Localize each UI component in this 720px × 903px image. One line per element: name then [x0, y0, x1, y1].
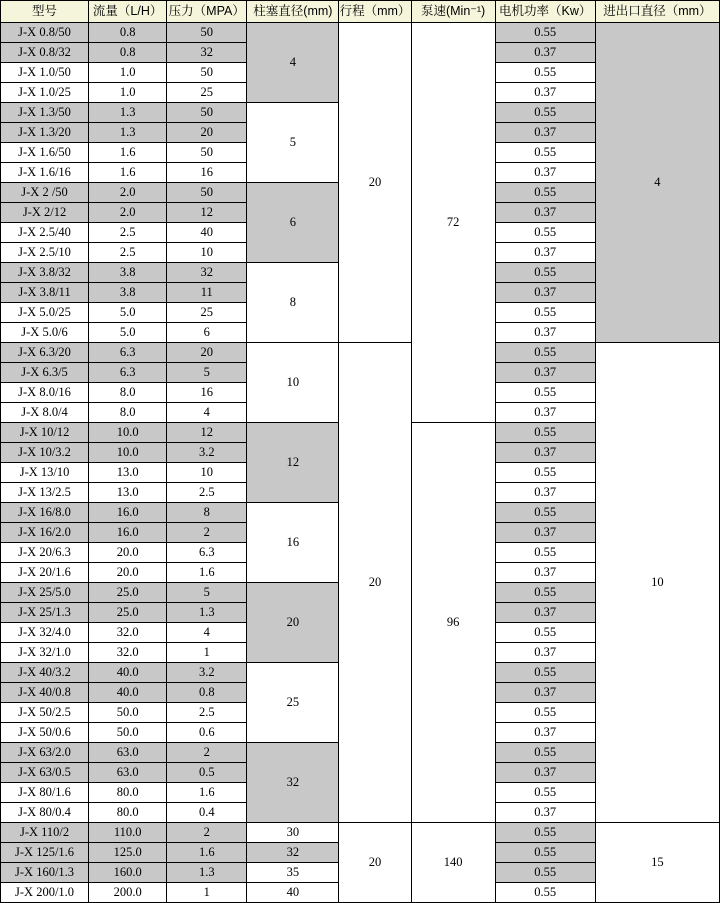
cell-motor-power: 0.55: [495, 843, 595, 863]
cell-flow: 1.3: [89, 103, 167, 123]
cell-model: J-X 25/1.3: [1, 603, 89, 623]
cell-pressure: 50: [167, 183, 247, 203]
cell-motor-power: 0.37: [495, 323, 595, 343]
cell-model: J-X 16/2.0: [1, 523, 89, 543]
cell-pressure: 2.5: [167, 483, 247, 503]
cell-flow: 160.0: [89, 863, 167, 883]
cell-motor-power: 0.55: [495, 383, 595, 403]
cell-pressure: 1.6: [167, 563, 247, 583]
cell-pressure: 16: [167, 383, 247, 403]
cell-model: J-X 8.0/16: [1, 383, 89, 403]
cell-pressure: 1: [167, 883, 247, 903]
cell-pressure: 32: [167, 43, 247, 63]
cell-model: J-X 6.3/5: [1, 363, 89, 383]
cell-flow: 3.8: [89, 263, 167, 283]
cell-pressure: 10: [167, 243, 247, 263]
cell-flow: 20.0: [89, 543, 167, 563]
cell-model: J-X 200/1.0: [1, 883, 89, 903]
cell-flow: 10.0: [89, 423, 167, 443]
cell-model: J-X 10/12: [1, 423, 89, 443]
cell-model: J-X 1.3/20: [1, 123, 89, 143]
cell-model: J-X 40/0.8: [1, 683, 89, 703]
cell-motor-power: 0.37: [495, 163, 595, 183]
cell-model: J-X 8.0/4: [1, 403, 89, 423]
cell-pressure: 1.6: [167, 783, 247, 803]
cell-piston-diameter: 16: [247, 503, 339, 583]
cell-piston-diameter: 32: [247, 743, 339, 823]
cell-pressure: 25: [167, 303, 247, 323]
cell-pump-speed: 96: [411, 423, 495, 823]
cell-model: J-X 80/0.4: [1, 803, 89, 823]
cell-pressure: 2: [167, 823, 247, 843]
cell-model: J-X 1.6/16: [1, 163, 89, 183]
cell-pressure: 3.2: [167, 443, 247, 463]
cell-model: J-X 16/8.0: [1, 503, 89, 523]
cell-motor-power: 0.37: [495, 403, 595, 423]
cell-model: J-X 13/10: [1, 463, 89, 483]
cell-motor-power: 0.55: [495, 183, 595, 203]
cell-flow: 20.0: [89, 563, 167, 583]
cell-pressure: 6: [167, 323, 247, 343]
cell-flow: 16.0: [89, 503, 167, 523]
cell-flow: 63.0: [89, 763, 167, 783]
cell-flow: 63.0: [89, 743, 167, 763]
cell-motor-power: 0.37: [495, 443, 595, 463]
cell-pressure: 0.4: [167, 803, 247, 823]
cell-pressure: 5: [167, 583, 247, 603]
cell-pressure: 6.3: [167, 543, 247, 563]
cell-motor-power: 0.55: [495, 423, 595, 443]
cell-flow: 25.0: [89, 603, 167, 623]
cell-pressure: 5: [167, 363, 247, 383]
cell-pressure: 11: [167, 283, 247, 303]
cell-model: J-X 63/0.5: [1, 763, 89, 783]
cell-motor-power: 0.55: [495, 103, 595, 123]
cell-pressure: 3.2: [167, 663, 247, 683]
cell-motor-power: 0.37: [495, 763, 595, 783]
cell-motor-power: 0.55: [495, 503, 595, 523]
cell-pressure: 40: [167, 223, 247, 243]
cell-flow: 80.0: [89, 783, 167, 803]
cell-motor-power: 0.55: [495, 743, 595, 763]
cell-flow: 8.0: [89, 383, 167, 403]
cell-flow: 125.0: [89, 843, 167, 863]
cell-pressure: 8: [167, 503, 247, 523]
cell-motor-power: 0.55: [495, 703, 595, 723]
cell-flow: 6.3: [89, 363, 167, 383]
column-header-stroke: 行程（mm）: [339, 1, 411, 23]
cell-pressure: 12: [167, 203, 247, 223]
column-header-model: 型号: [1, 1, 89, 23]
cell-model: J-X 1.0/25: [1, 83, 89, 103]
cell-piston-diameter: 32: [247, 843, 339, 863]
cell-model: J-X 50/0.6: [1, 723, 89, 743]
cell-flow: 1.6: [89, 143, 167, 163]
cell-pressure: 12: [167, 423, 247, 443]
cell-model: J-X 5.0/25: [1, 303, 89, 323]
column-header-pressure: 压力（MPA）: [167, 1, 247, 23]
header-row: [1, 1, 720, 23]
cell-port-diameter: 10: [595, 343, 719, 823]
cell-motor-power: 0.55: [495, 863, 595, 883]
cell-motor-power: 0.37: [495, 523, 595, 543]
cell-motor-power: 0.37: [495, 643, 595, 663]
cell-motor-power: 0.37: [495, 683, 595, 703]
cell-flow: 0.8: [89, 43, 167, 63]
cell-port-diameter: 15: [595, 823, 719, 903]
cell-piston-diameter: 4: [247, 23, 339, 103]
cell-motor-power: 0.37: [495, 363, 595, 383]
cell-pressure: 4: [167, 403, 247, 423]
cell-model: J-X 80/1.6: [1, 783, 89, 803]
cell-flow: 80.0: [89, 803, 167, 823]
cell-model: J-X 10/3.2: [1, 443, 89, 463]
cell-flow: 1.0: [89, 83, 167, 103]
cell-flow: 200.0: [89, 883, 167, 903]
cell-motor-power: 0.37: [495, 83, 595, 103]
table-row: [1, 343, 720, 363]
cell-model: J-X 5.0/6: [1, 323, 89, 343]
cell-model: J-X 32/1.0: [1, 643, 89, 663]
table-header: [1, 1, 720, 23]
cell-motor-power: 0.37: [495, 283, 595, 303]
column-header-piston-diameter: 柱塞直径(mm): [247, 1, 339, 23]
cell-pressure: 4: [167, 623, 247, 643]
cell-model: J-X 2/12: [1, 203, 89, 223]
cell-pressure: 50: [167, 63, 247, 83]
cell-flow: 5.0: [89, 303, 167, 323]
pump-speed-label: 泵速(Min⁻¹): [420, 4, 486, 18]
cell-piston-diameter: 12: [247, 423, 339, 503]
column-header-motor-power: 电机功率（Kw）: [495, 1, 595, 23]
cell-motor-power: 0.37: [495, 483, 595, 503]
cell-flow: 2.5: [89, 243, 167, 263]
cell-motor-power: 0.55: [495, 23, 595, 43]
column-header-flow: 流量（L/H）: [89, 1, 167, 23]
cell-port-diameter: 4: [595, 23, 719, 343]
cell-flow: 10.0: [89, 443, 167, 463]
cell-flow: 1.6: [89, 163, 167, 183]
cell-motor-power: 0.37: [495, 723, 595, 743]
cell-model: J-X 25/5.0: [1, 583, 89, 603]
cell-model: J-X 160/1.3: [1, 863, 89, 883]
cell-motor-power: 0.37: [495, 603, 595, 623]
cell-flow: 3.8: [89, 283, 167, 303]
cell-motor-power: 0.55: [495, 303, 595, 323]
cell-flow: 50.0: [89, 723, 167, 743]
cell-piston-diameter: 8: [247, 263, 339, 343]
cell-model: J-X 3.8/11: [1, 283, 89, 303]
cell-model: J-X 20/6.3: [1, 543, 89, 563]
cell-motor-power: 0.37: [495, 563, 595, 583]
cell-motor-power: 0.37: [495, 803, 595, 823]
cell-flow: 6.3: [89, 343, 167, 363]
cell-flow: 1.0: [89, 63, 167, 83]
cell-motor-power: 0.55: [495, 343, 595, 363]
cell-motor-power: 0.55: [495, 263, 595, 283]
cell-pressure: 2: [167, 743, 247, 763]
cell-pressure: 10: [167, 463, 247, 483]
cell-flow: 40.0: [89, 663, 167, 683]
cell-flow: 0.8: [89, 23, 167, 43]
cell-flow: 1.3: [89, 123, 167, 143]
cell-motor-power: 0.37: [495, 123, 595, 143]
cell-pressure: 20: [167, 343, 247, 363]
cell-flow: 2.0: [89, 183, 167, 203]
cell-model: J-X 1.0/50: [1, 63, 89, 83]
cell-pump-speed: 140: [411, 823, 495, 903]
cell-motor-power: 0.55: [495, 543, 595, 563]
cell-piston-diameter: 35: [247, 863, 339, 883]
cell-pressure: 16: [167, 163, 247, 183]
cell-pressure: 1.6: [167, 843, 247, 863]
cell-pressure: 0.5: [167, 763, 247, 783]
cell-pressure: 50: [167, 103, 247, 123]
cell-motor-power: 0.55: [495, 883, 595, 903]
cell-motor-power: 0.37: [495, 203, 595, 223]
cell-motor-power: 0.55: [495, 783, 595, 803]
cell-model: J-X 32/4.0: [1, 623, 89, 643]
cell-flow: 5.0: [89, 323, 167, 343]
cell-model: J-X 125/1.6: [1, 843, 89, 863]
cell-motor-power: 0.55: [495, 623, 595, 643]
cell-motor-power: 0.55: [495, 663, 595, 683]
cell-motor-power: 0.37: [495, 43, 595, 63]
table-row: [1, 823, 720, 843]
cell-model: J-X 1.3/50: [1, 103, 89, 123]
cell-stroke: 20: [339, 23, 411, 343]
cell-piston-diameter: 6: [247, 183, 339, 263]
cell-flow: 25.0: [89, 583, 167, 603]
cell-model: J-X 0.8/50: [1, 23, 89, 43]
cell-motor-power: 0.55: [495, 63, 595, 83]
table-row: [1, 23, 720, 43]
cell-flow: 40.0: [89, 683, 167, 703]
cell-piston-diameter: 10: [247, 343, 339, 423]
cell-pressure: 50: [167, 143, 247, 163]
cell-model: J-X 0.8/32: [1, 43, 89, 63]
cell-pressure: 25: [167, 83, 247, 103]
cell-flow: 2.0: [89, 203, 167, 223]
cell-pressure: 32: [167, 263, 247, 283]
cell-pressure: 1.3: [167, 603, 247, 623]
cell-model: J-X 50/2.5: [1, 703, 89, 723]
cell-pressure: 0.8: [167, 683, 247, 703]
cell-model: J-X 63/2.0: [1, 743, 89, 763]
cell-pressure: 0.6: [167, 723, 247, 743]
cell-model: J-X 2.5/40: [1, 223, 89, 243]
cell-pressure: 20: [167, 123, 247, 143]
cell-model: J-X 3.8/32: [1, 263, 89, 283]
table-body: [1, 23, 720, 903]
cell-flow: 110.0: [89, 823, 167, 843]
cell-model: J-X 20/1.6: [1, 563, 89, 583]
cell-model: J-X 40/3.2: [1, 663, 89, 683]
cell-flow: 2.5: [89, 223, 167, 243]
column-header-pump-speed: [411, 1, 495, 23]
cell-piston-diameter: 40: [247, 883, 339, 903]
cell-piston-diameter: 20: [247, 583, 339, 663]
cell-pressure: 2.5: [167, 703, 247, 723]
column-header-port-diameter: 进出口直径（mm）: [595, 1, 719, 23]
cell-model: J-X 2 /50: [1, 183, 89, 203]
cell-piston-diameter: 25: [247, 663, 339, 743]
cell-motor-power: 0.55: [495, 463, 595, 483]
cell-motor-power: 0.55: [495, 223, 595, 243]
cell-flow: 32.0: [89, 643, 167, 663]
cell-model: J-X 1.6/50: [1, 143, 89, 163]
cell-flow: 50.0: [89, 703, 167, 723]
cell-model: J-X 13/2.5: [1, 483, 89, 503]
cell-motor-power: 0.55: [495, 583, 595, 603]
cell-flow: 32.0: [89, 623, 167, 643]
cell-pressure: 1.3: [167, 863, 247, 883]
cell-flow: 13.0: [89, 483, 167, 503]
cell-pressure: 1: [167, 643, 247, 663]
cell-flow: 13.0: [89, 463, 167, 483]
cell-piston-diameter: 30: [247, 823, 339, 843]
cell-motor-power: 0.55: [495, 823, 595, 843]
cell-motor-power: 0.55: [495, 143, 595, 163]
cell-pump-speed: 72: [411, 23, 495, 423]
cell-piston-diameter: 5: [247, 103, 339, 183]
cell-pressure: 50: [167, 23, 247, 43]
cell-model: J-X 110/2: [1, 823, 89, 843]
cell-flow: 16.0: [89, 523, 167, 543]
cell-motor-power: 0.37: [495, 243, 595, 263]
cell-stroke: 20: [339, 823, 411, 903]
cell-flow: 8.0: [89, 403, 167, 423]
cell-model: J-X 2.5/10: [1, 243, 89, 263]
cell-pressure: 2: [167, 523, 247, 543]
cell-model: J-X 6.3/20: [1, 343, 89, 363]
cell-stroke: 20: [339, 343, 411, 823]
